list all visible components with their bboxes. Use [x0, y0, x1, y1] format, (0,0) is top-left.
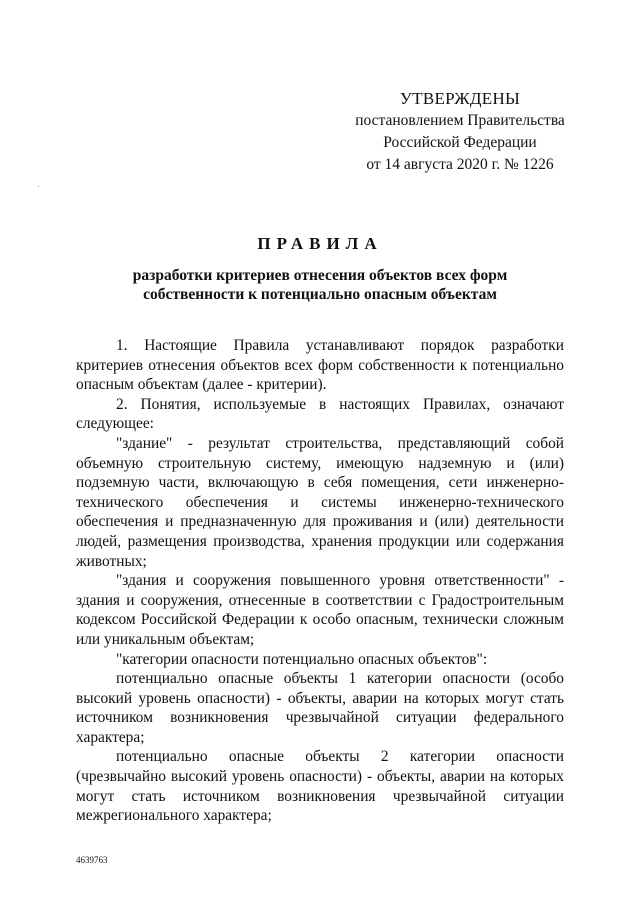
- footer-code: 4639763: [76, 855, 108, 865]
- definition-high-responsibility: "здания и сооружения повышенного уровня ответственности" - здания и сооружения, отнесенные в соответствии с Градостроительным кодексом Российской Федерации к особо опасным, технически сложным или уникальным объектам;: [76, 572, 564, 648]
- approval-line-resolution: постановлением Правительства: [355, 112, 565, 129]
- paragraph-2: 2. Понятия, используемые в настоящих Правилах, означают следующее:: [76, 395, 564, 433]
- hazard-category-2: потенциально опасные объекты 2 категории опасности (чрезвычайно высокий уровень опасности) - объекты, аварии на которых могут стать источником возникновения чрезвычайной ситуации межрегионального характера;: [76, 748, 564, 825]
- document-body: [76, 336, 564, 826]
- subtitle-line-2: собственности к потенциально опасным объектам: [143, 286, 497, 303]
- subtitle-line-1: разработки критериев отнесения объектов всех форм: [132, 267, 508, 284]
- approval-line-country: Российской Федерации: [383, 134, 537, 151]
- paragraph-1: 1. Настоящие Правила устанавливают порядок разработки критериев отнесения объектов всех форм собственности к потенциально опасным объектам (далее - критерии).: [76, 337, 564, 394]
- scan-speck: [38, 186, 39, 187]
- document-title: ПРАВИЛА: [257, 234, 383, 253]
- definition-building: "здание" - результат строительства, представляющий собой объемную строительную систему, имеющую надземную и (или) подземную части, включающую в себя помещения, сети инженерно-технического обеспечения и системы инженерно-технического обеспечения и предназначенную для проживания и (или) деятельности людей, размещения производства, хранения продукции или содержания животных;: [76, 434, 564, 570]
- approval-block: [340, 88, 580, 176]
- definition-hazard-categories: "категории опасности потенциально опасных объектов":: [116, 650, 488, 668]
- hazard-category-1: потенциально опасные объекты 1 категории опасности (особо высокий уровень опасности) - объекты, аварии на которых могут стать источником возникновения чрезвычайной ситуации федерального характера;: [76, 670, 564, 746]
- document-subtitle: [0, 266, 640, 304]
- approval-heading: УТВЕРЖДЕНЫ: [399, 89, 521, 108]
- approval-line-date-number: от 14 августа 2020 г. № 1226: [366, 156, 554, 173]
